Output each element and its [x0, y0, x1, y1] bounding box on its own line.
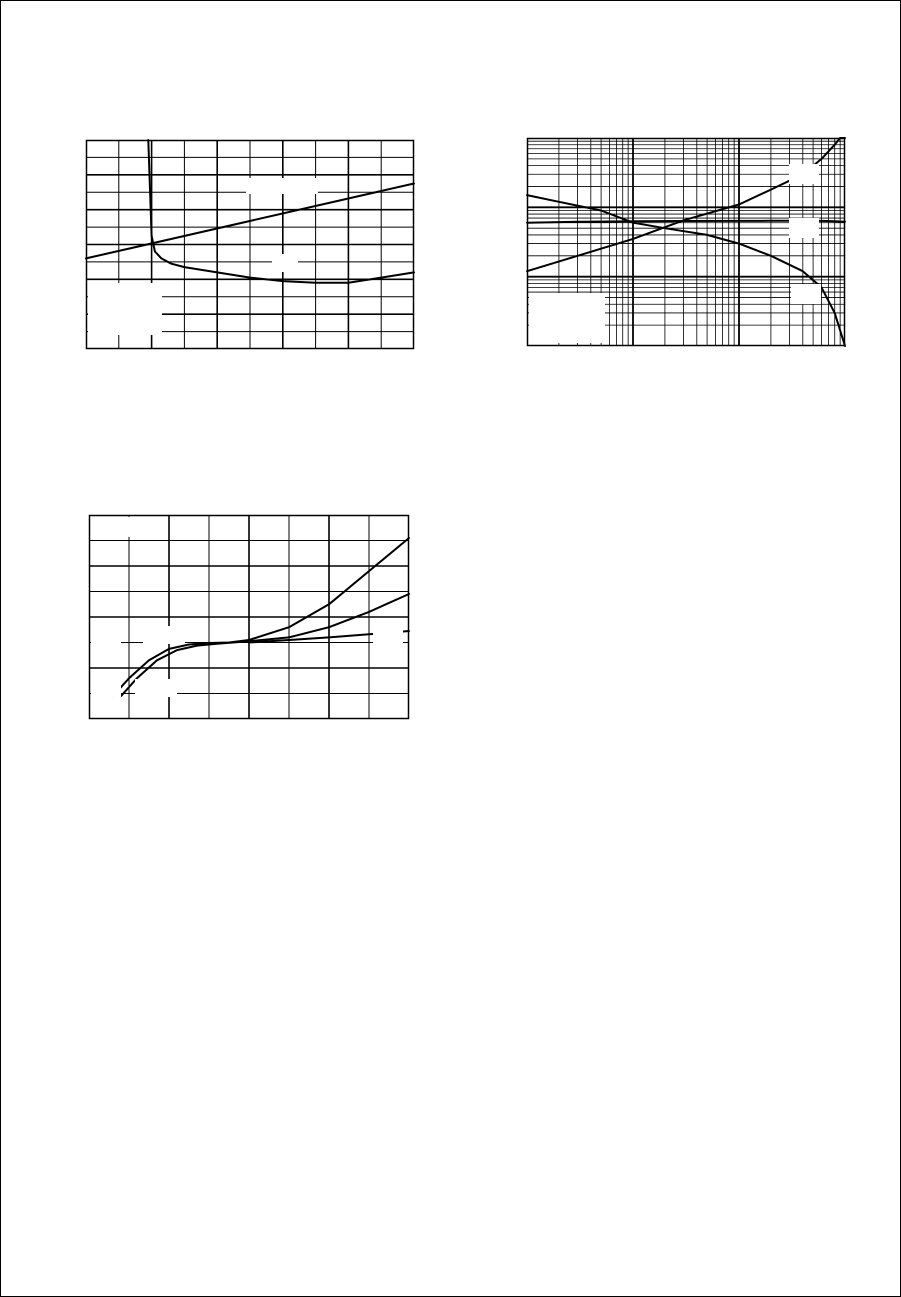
chart-c-label-mask-1	[91, 517, 167, 537]
chart-c-label-mask-3	[143, 626, 185, 644]
chart-b	[527, 138, 845, 346]
chart-a	[86, 140, 414, 349]
chart-c	[89, 515, 409, 719]
chart-b-label-mask-4	[529, 293, 605, 343]
chart-b-label-mask-1	[789, 164, 819, 184]
chart-b-label-masks	[529, 164, 821, 343]
chart-b-label-mask-3	[791, 284, 821, 304]
chart-b-label-mask-2	[789, 218, 819, 238]
chart-a-label-mask-3	[88, 283, 162, 335]
chart-c-label-mask-2	[91, 626, 121, 644]
chart-c-label-mask-4	[91, 679, 121, 697]
chart-c-label-mask-6	[373, 626, 403, 644]
chart-c-label-mask-5	[135, 679, 177, 697]
chart-a-label-mask-1	[246, 178, 318, 194]
chart-a-label-mask-2	[272, 254, 298, 272]
